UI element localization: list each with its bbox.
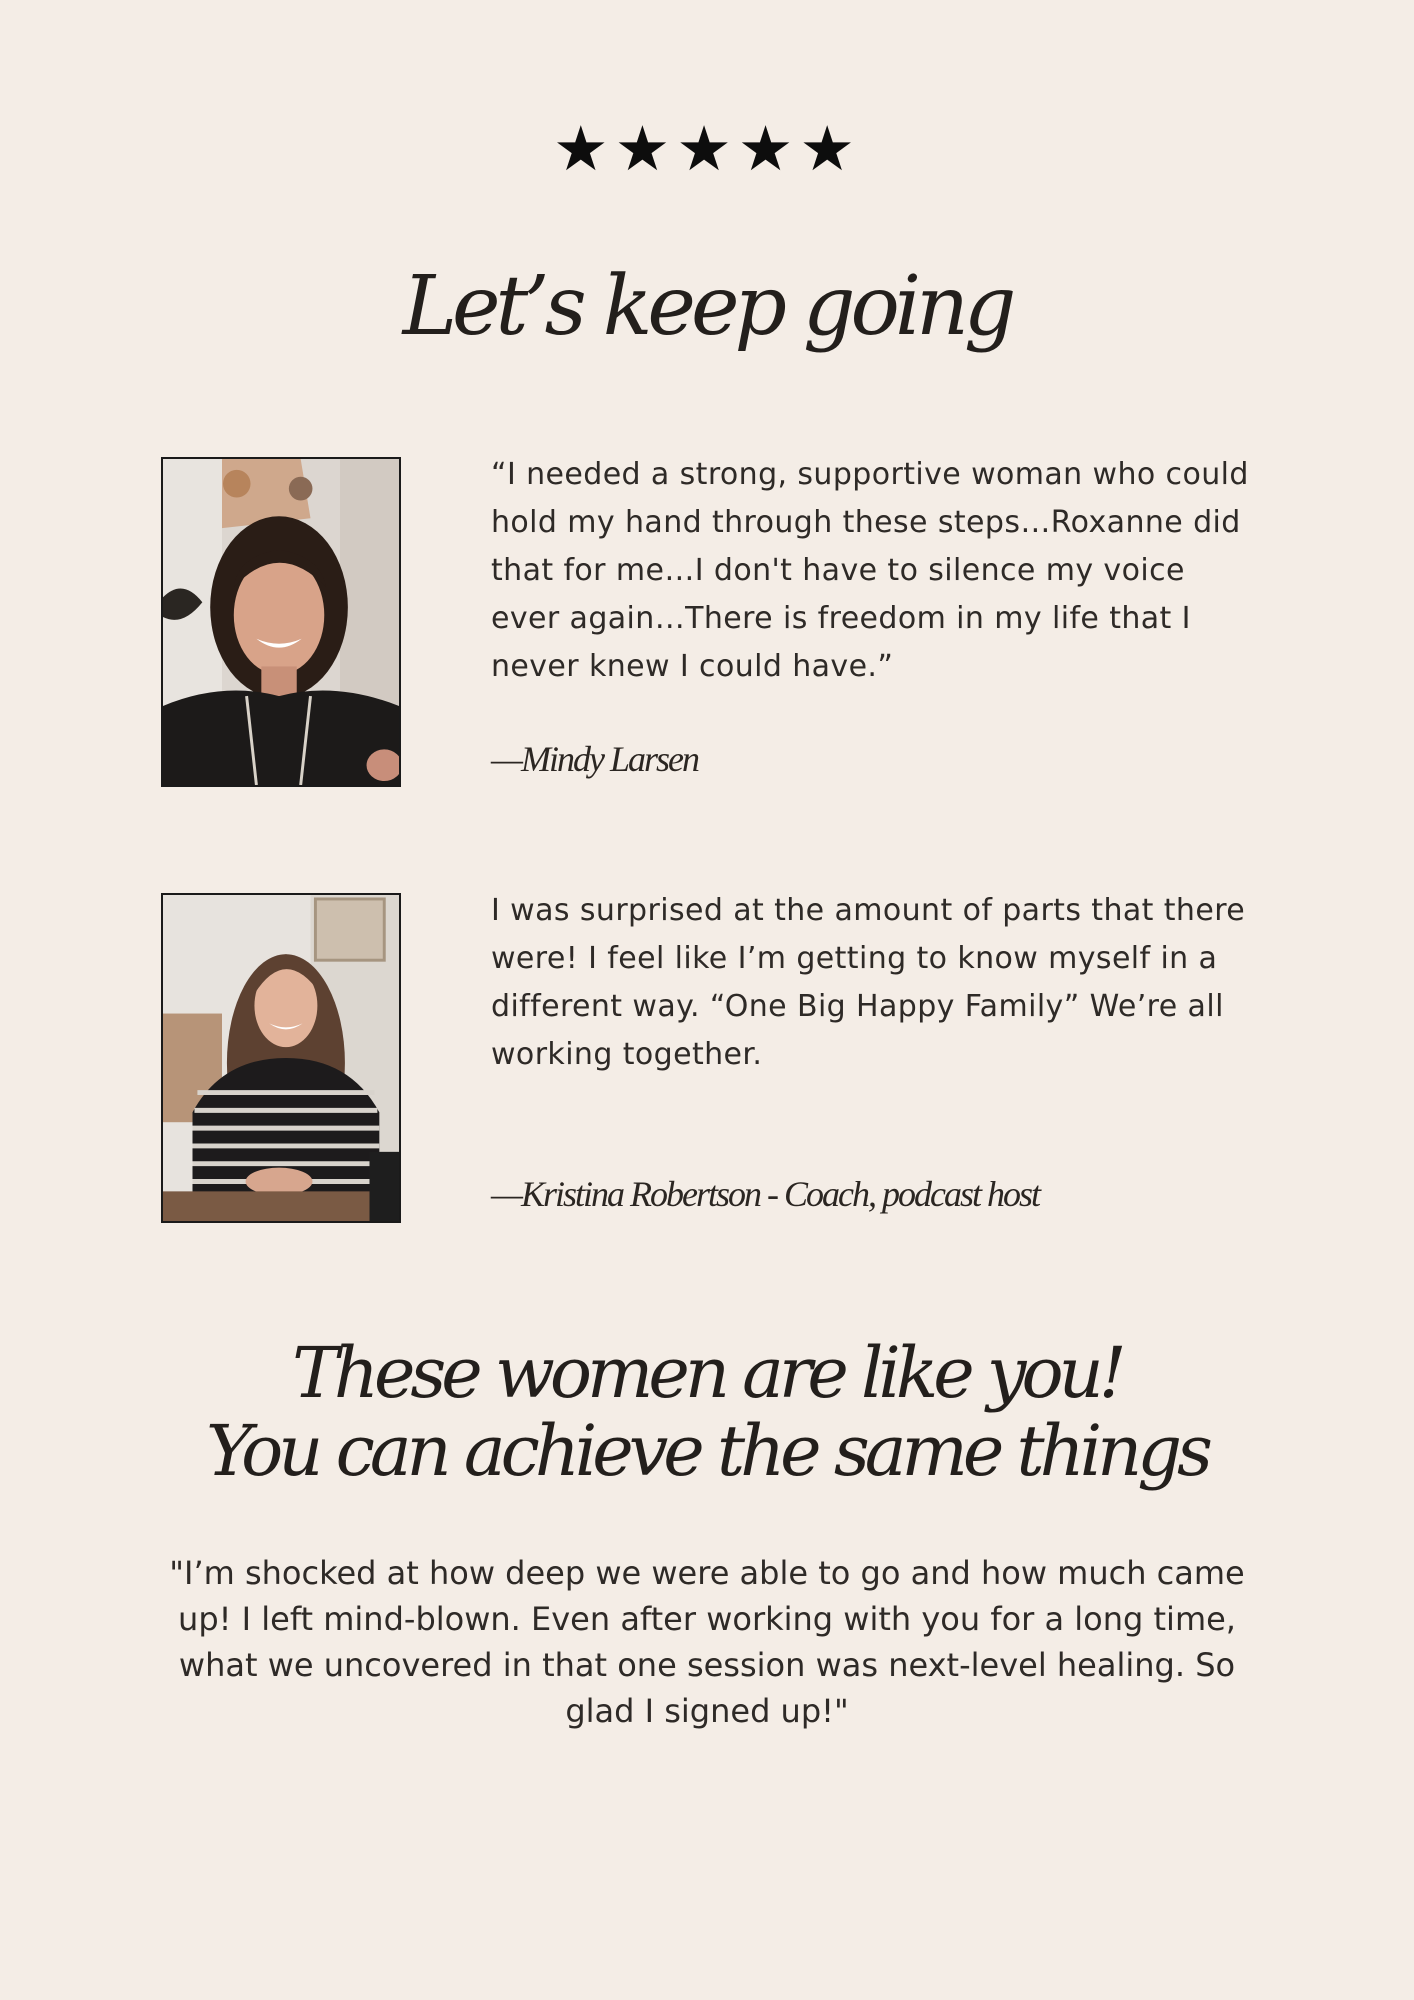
testimonial-quote-1: “I needed a strong, supportive woman who could hold my hand through these steps…Roxanne did that for me…I don't have to silence my voice ever again…There is freedom in my life that I never knew I could have.”: [491, 457, 1249, 684]
headline-line-1: These women are like you!: [292, 1332, 1122, 1414]
bottom-testimonial-quote: "I’m shocked at how deep we were able to go and how much came up! I left mind-blown. Even after working with you for a long time, what we uncovered in that one session was next-level healing. So glad I signed up!": [169, 1554, 1245, 1730]
testimonial-author-2: —Kristina Robertson - Coach, podcast host: [491, 1174, 1040, 1214]
testimonial-photo-mindy: [161, 457, 401, 787]
five-star-rating: ★★★★★: [553, 112, 861, 185]
testimonial-quote-2: I was surprised at the amount of parts that there were! I feel like I’m getting to know myself in a different way. “One Big Happy Family” We’re all working together.: [491, 893, 1246, 1072]
testimonial-author-1: —Mindy Larsen: [491, 739, 698, 779]
headline-line-2: You can achieve the same things: [206, 1410, 1208, 1492]
testimonial-photo-kristina: [161, 893, 401, 1223]
page-title: Let’s keep going: [402, 259, 1012, 354]
